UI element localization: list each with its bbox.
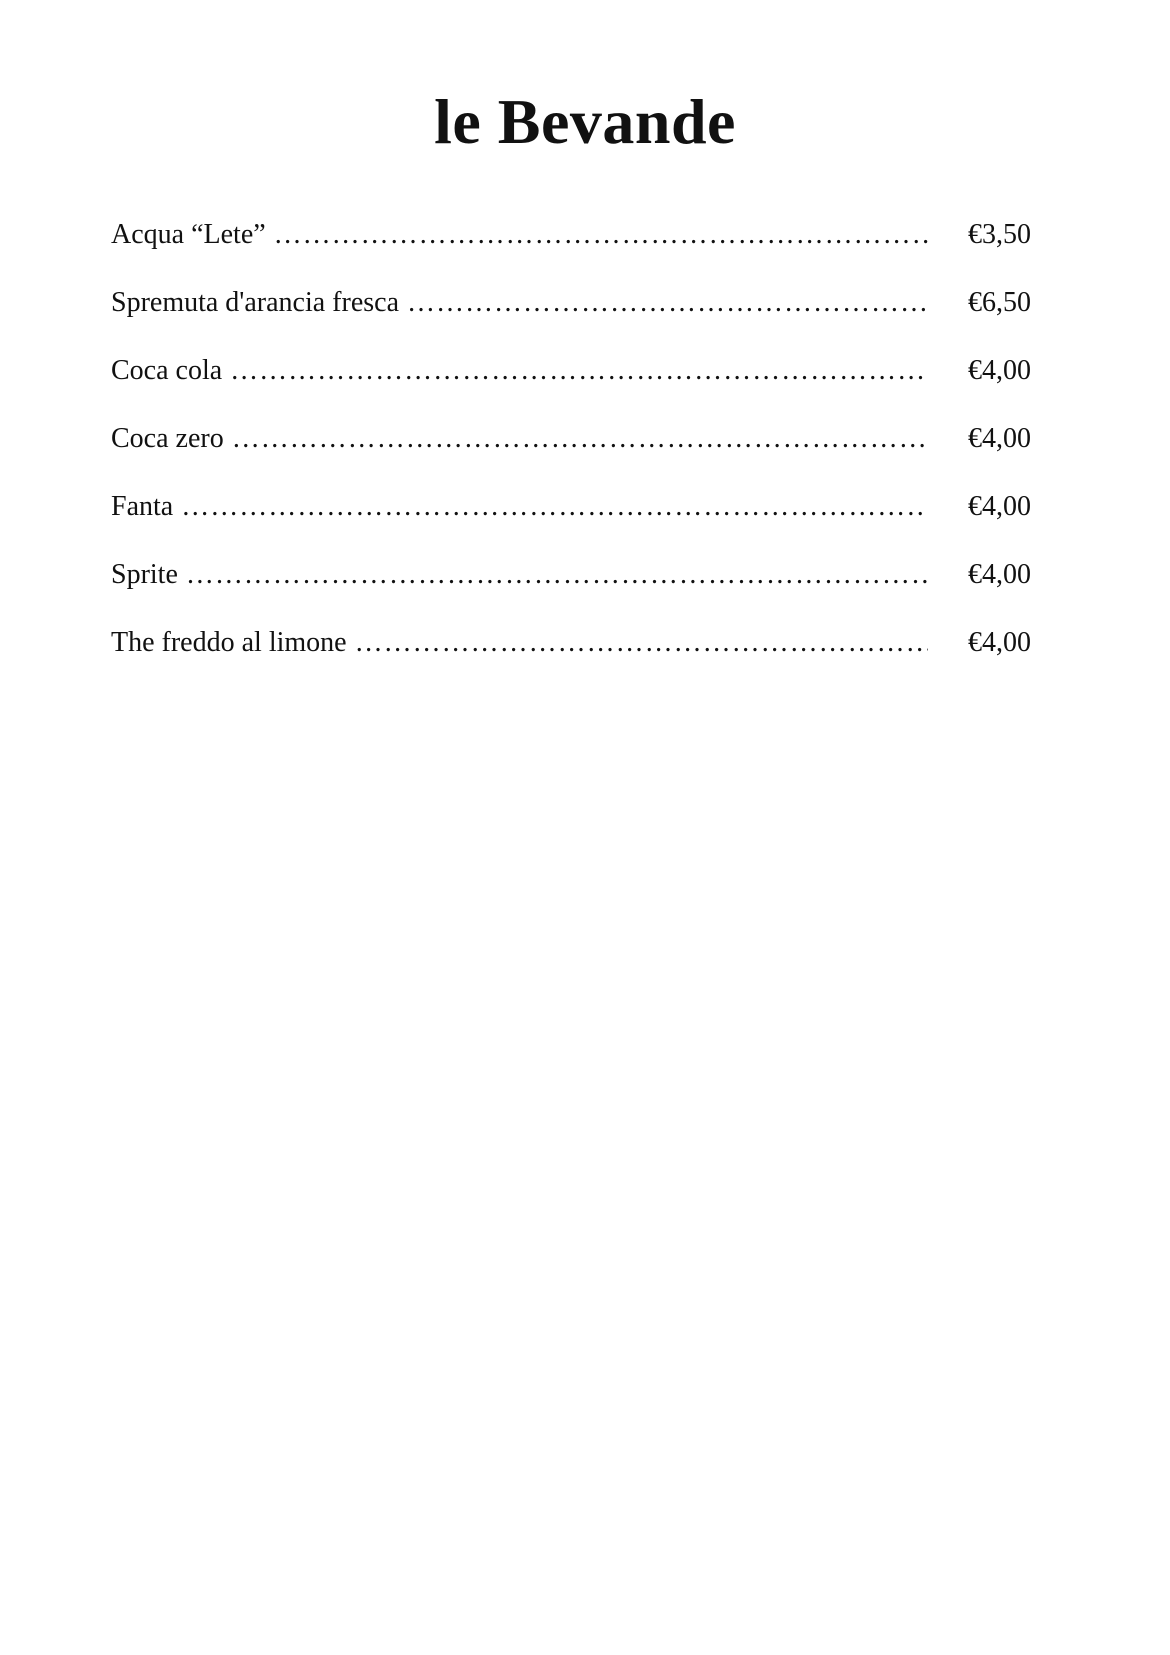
price-amount: 4,00 — [982, 491, 1031, 522]
list-item — [111, 490, 1031, 558]
price-amount: 4,00 — [982, 627, 1031, 658]
currency-symbol: € — [968, 287, 982, 318]
item-price — [968, 558, 1031, 592]
list-item — [111, 354, 1031, 422]
item-price — [968, 422, 1031, 456]
dot-leader — [232, 422, 928, 456]
list-item — [111, 218, 1031, 286]
list-item — [111, 626, 1031, 694]
list-item — [111, 558, 1031, 626]
item-name: Coca zero — [111, 423, 224, 454]
price-amount: 6,50 — [982, 287, 1031, 318]
price-amount: 4,00 — [982, 423, 1031, 454]
page-title: le Bevande — [434, 86, 736, 157]
currency-symbol: € — [968, 491, 982, 522]
dot-leader — [355, 626, 928, 660]
dot-leader — [186, 558, 928, 592]
item-name: Acqua “Lete” — [111, 219, 266, 250]
item-name: The freddo al limone — [111, 627, 347, 658]
item-name: Fanta — [111, 491, 174, 522]
dot-leader — [230, 354, 928, 388]
item-name: Sprite — [111, 559, 178, 590]
currency-symbol: € — [968, 219, 982, 250]
dot-leader — [407, 286, 928, 320]
dot-leader — [181, 490, 928, 524]
dot-leader — [274, 218, 928, 252]
item-price — [968, 490, 1031, 524]
currency-symbol: € — [968, 559, 982, 590]
item-price — [968, 354, 1031, 388]
item-name: Coca cola — [111, 355, 223, 386]
list-item — [111, 422, 1031, 490]
drinks-list — [111, 218, 1031, 694]
item-price — [968, 626, 1031, 660]
price-amount: 3,50 — [982, 219, 1031, 250]
price-amount: 4,00 — [982, 355, 1031, 386]
item-price — [968, 218, 1031, 252]
price-amount: 4,00 — [982, 559, 1031, 590]
currency-symbol: € — [968, 355, 982, 386]
item-price — [968, 286, 1031, 320]
list-item — [111, 286, 1031, 354]
currency-symbol: € — [968, 423, 982, 454]
item-name: Spremuta d'arancia fresca — [111, 287, 399, 318]
currency-symbol: € — [968, 627, 982, 658]
